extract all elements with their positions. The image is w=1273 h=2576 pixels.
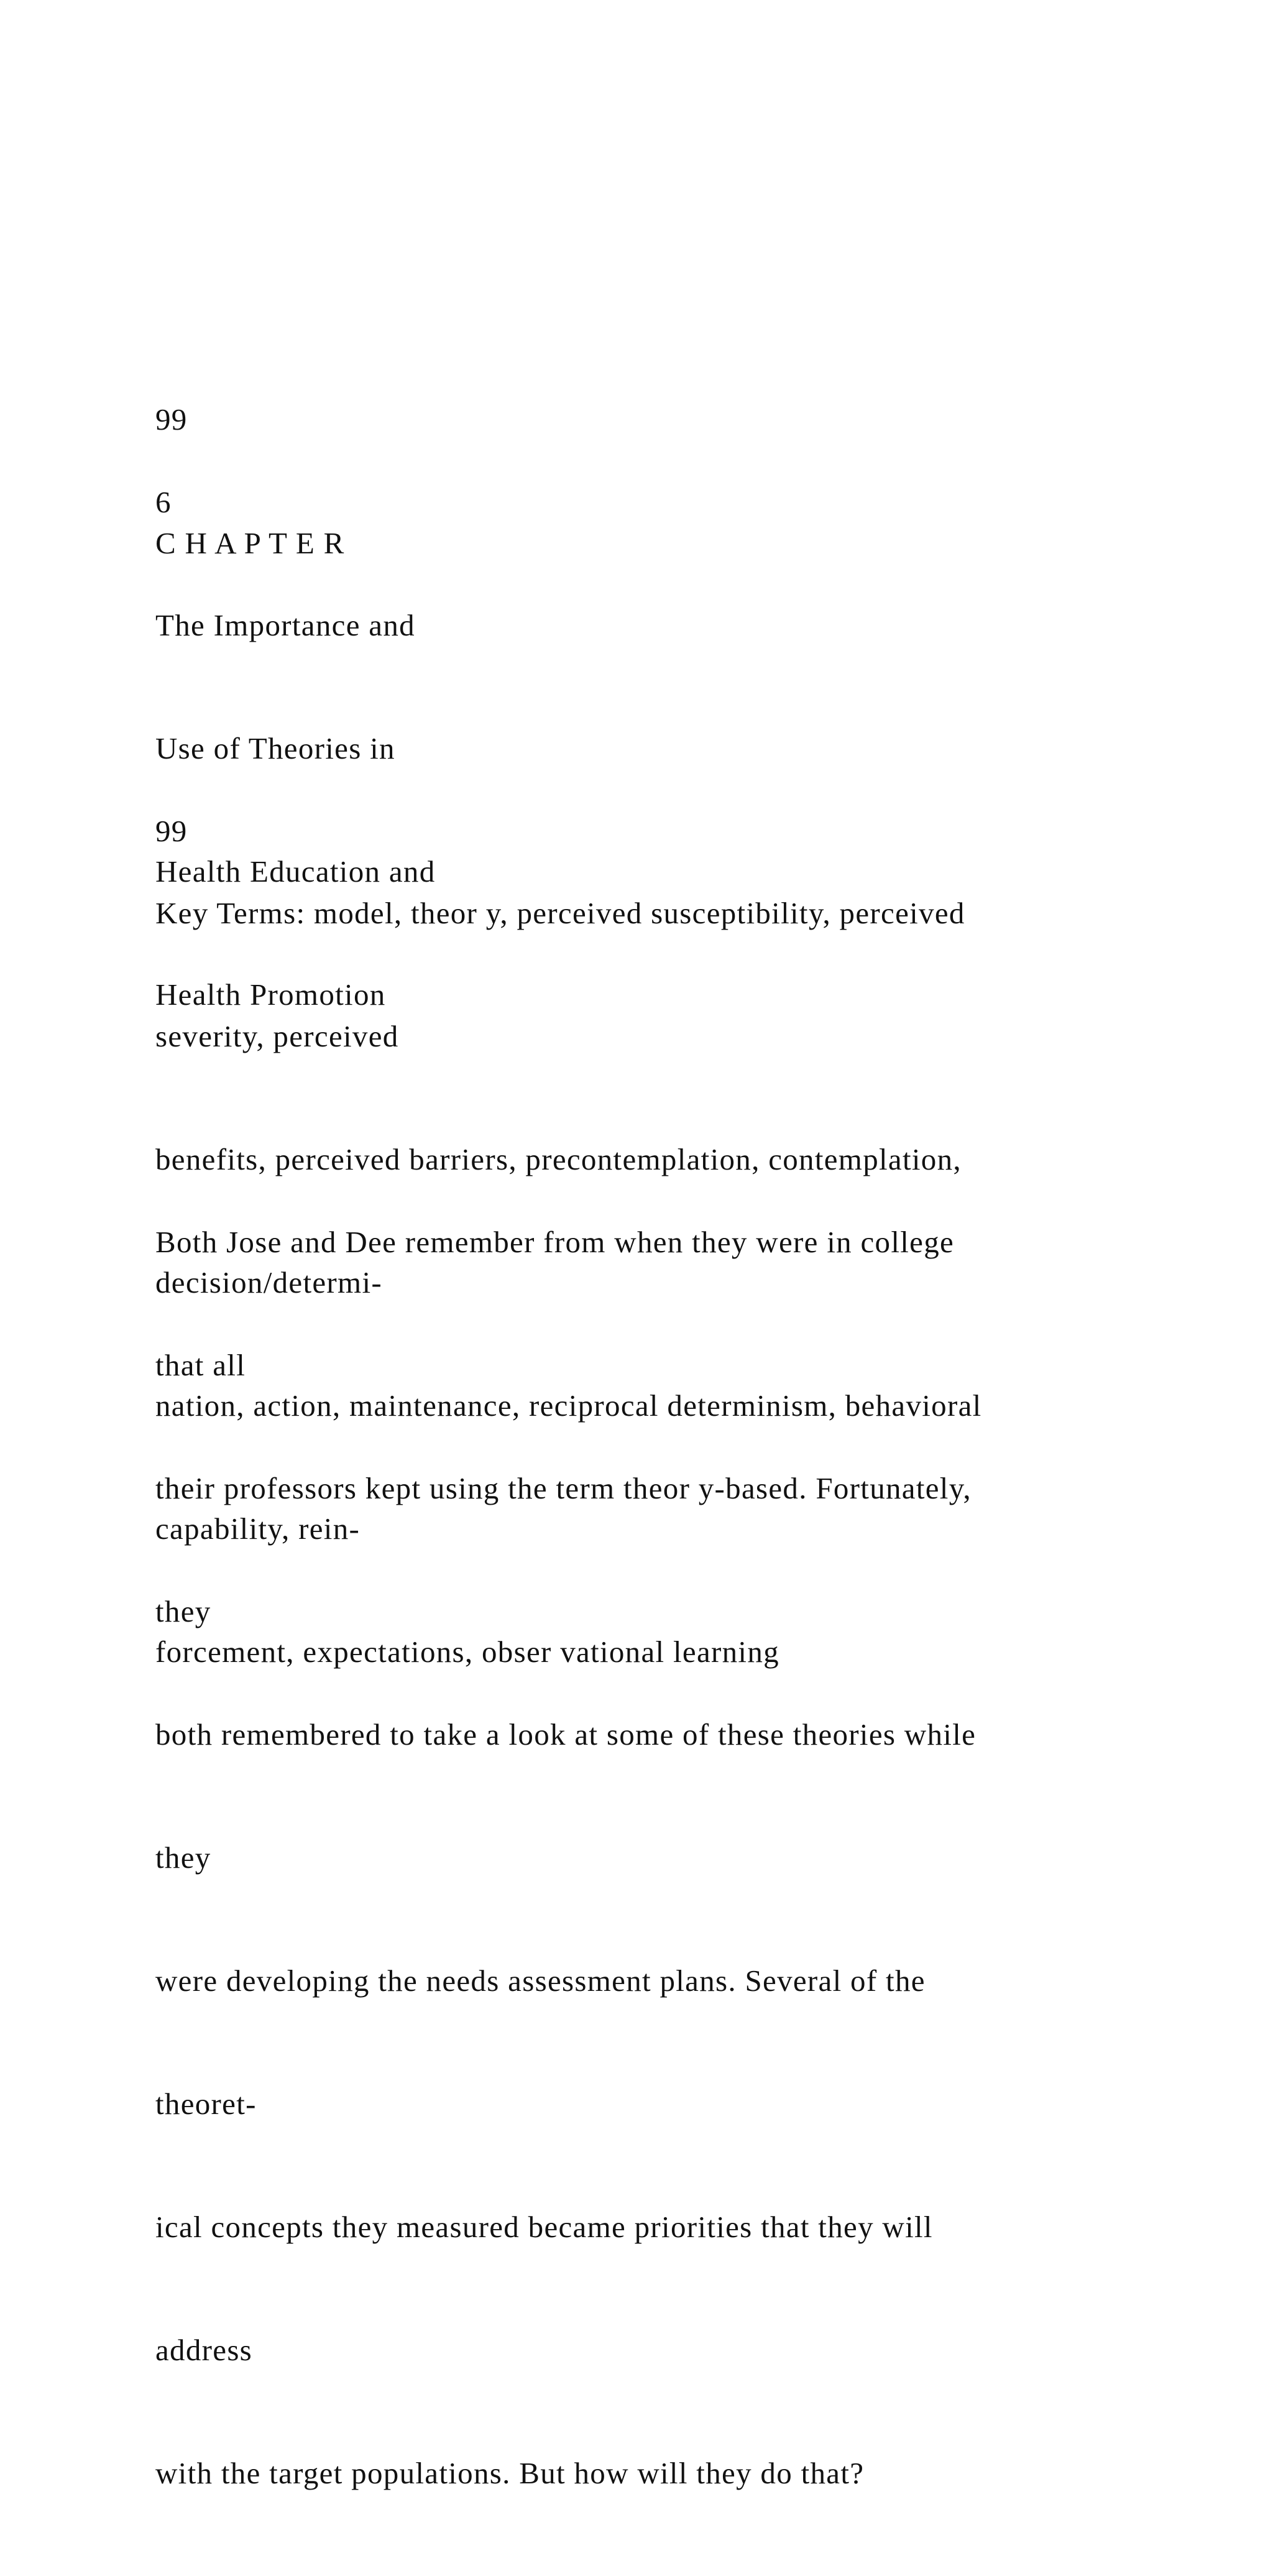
paragraph-line: their professors kept using the term theor y-based. Fortunately, xyxy=(155,1471,972,1505)
key-terms-line: benefits, perceived barriers, precontemplation, contemplation, xyxy=(155,1142,962,1176)
paragraph-line: ical concepts they measured became priorities that they will xyxy=(155,2210,933,2244)
page-number-repeat-text: 99 xyxy=(155,814,188,848)
key-terms-line: severity, perceived xyxy=(155,1019,399,1053)
paragraph-line: they xyxy=(155,1594,211,1628)
title-line: Health Promotion xyxy=(155,977,386,1012)
paragraph-line: were developing the needs assessment plans. Several of the xyxy=(155,1964,926,1998)
title-line: Use of Theories in xyxy=(155,731,395,765)
title-line: Health Education and xyxy=(155,854,436,889)
intro-paragraph xyxy=(155,1140,1212,2576)
chapter-label-text: C H A P T E R xyxy=(155,526,345,560)
key-terms-line: forcement, expectations, obser vational learning xyxy=(155,1635,779,1669)
paragraph-line: they xyxy=(155,1840,211,1875)
key-terms-line: capability, rein- xyxy=(155,1512,361,1546)
paragraph-line: address xyxy=(155,2333,253,2367)
key-terms-line: decision/determi- xyxy=(155,1265,382,1300)
key-terms-line: Key Terms: model, theor y, perceived susceptibility, perceived xyxy=(155,896,965,930)
paragraph-line: with the target populations. But how will they do that? xyxy=(155,2456,865,2490)
page-number-text: 99 xyxy=(155,402,188,436)
title-line: The Importance and xyxy=(155,608,415,642)
paragraph-line: both remembered to take a look at some of these theories while xyxy=(155,1717,977,1752)
paragraph-line: Both Jose and Dee remember from when they were in college xyxy=(155,1225,955,1259)
key-terms-line: nation, action, maintenance, reciprocal determinism, behavioral xyxy=(155,1388,982,1423)
paragraph-line: theoret- xyxy=(155,2087,257,2121)
paragraph-line: that all xyxy=(155,1348,246,1382)
chapter-number-text: 6 xyxy=(155,485,172,519)
